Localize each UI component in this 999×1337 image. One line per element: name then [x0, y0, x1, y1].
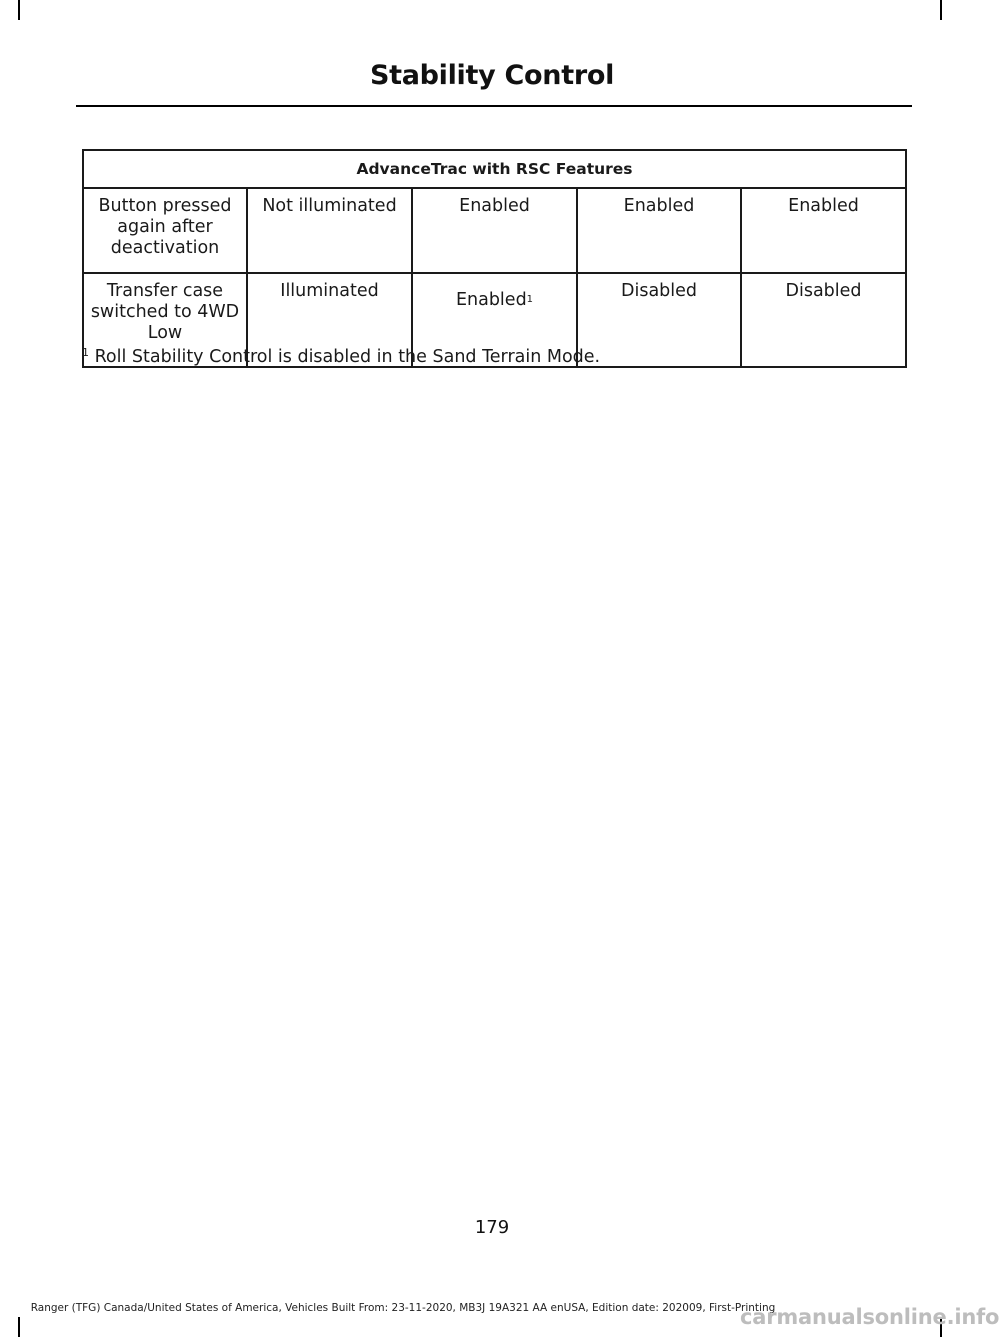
footnote-ref: 1: [526, 294, 534, 305]
footnote: [82, 347, 600, 367]
table-row: [83, 188, 906, 273]
title-rule: [76, 105, 912, 107]
table-cell-col3: Enabled: [412, 188, 577, 273]
table-cell-col3-text: Enabled: [455, 290, 527, 310]
table-cell-condition: Transfer case switched to 4WD Low: [83, 273, 247, 367]
table-cell-col4: Disabled: [577, 273, 741, 367]
table-cell-condition: Button pressed again after deactivation: [83, 188, 247, 273]
crop-mark-bottom-left: [18, 1317, 20, 1337]
table-caption-row: [83, 150, 906, 188]
features-table: [82, 149, 907, 368]
footnote-text: Roll Stability Control is disabled in the Sand Terrain Mode.: [89, 347, 601, 367]
page-number: 179: [474, 1217, 510, 1238]
table-cell-light: Not illuminated: [247, 188, 412, 273]
page-title: Stability Control: [369, 60, 615, 91]
table-cell-col5: Enabled: [741, 188, 906, 273]
footnote-marker: 1: [82, 346, 89, 359]
footer-text: Ranger (TFG) Canada/United States of America, Vehicles Built From: 23-11-2020, MB3J 19A321 AA enUSA, Edition date: 202009, First-Printing: [30, 1302, 776, 1314]
watermark: carmanualsonline.info: [740, 1305, 999, 1329]
crop-mark-top-right: [940, 0, 942, 20]
table-cell-col5: Disabled: [741, 273, 906, 367]
table-cell-light: Illuminated: [247, 273, 412, 367]
table-cell-col4: Enabled: [577, 188, 741, 273]
crop-mark-top-left: [18, 0, 20, 20]
table-caption: AdvanceTrac with RSC Features: [83, 150, 906, 188]
